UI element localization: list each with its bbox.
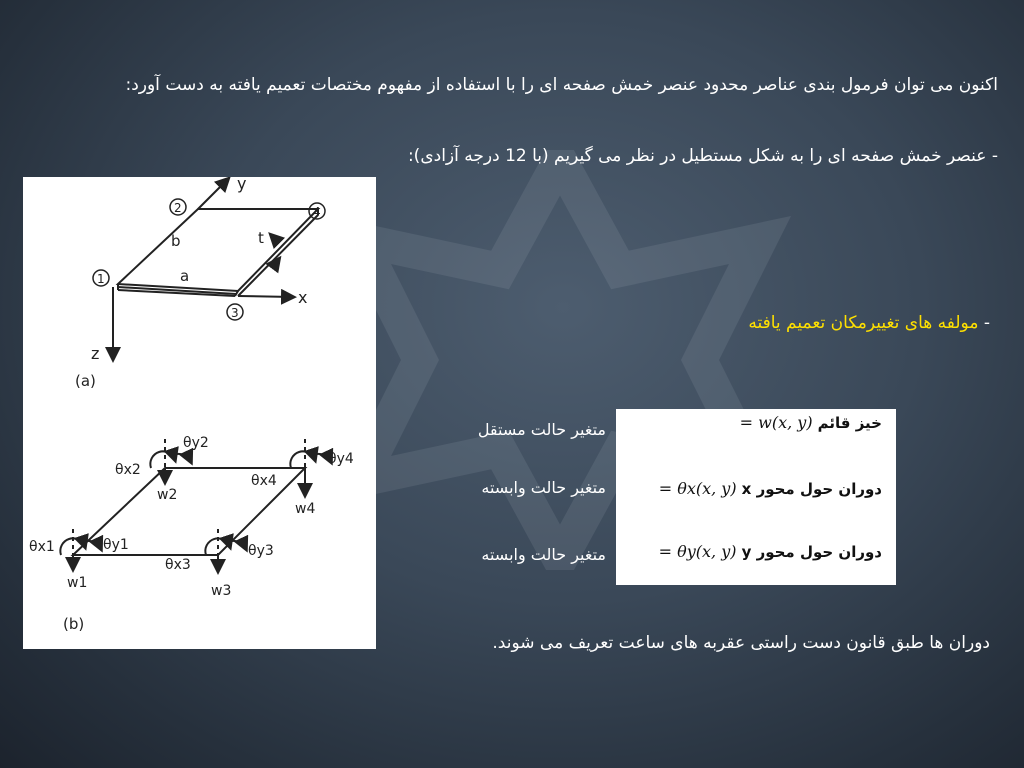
- w4-label: w4: [295, 501, 316, 517]
- theta-y1-label: θy1: [103, 537, 129, 553]
- node-2-label: 2: [174, 201, 182, 215]
- plate-diagram-a: [113, 179, 318, 359]
- caption-b: (b): [63, 615, 85, 633]
- theta-x4-label: θx4: [251, 473, 277, 489]
- formula-deflection: خیز قائم = w(x, y): [739, 413, 882, 432]
- rotation-convention-note: دوران ها طبق قانون دست راستی عقربه های ساعت تعریف می شوند.: [492, 633, 990, 653]
- node-3-label: 3: [231, 306, 239, 320]
- bullet-dash: -: [983, 313, 990, 333]
- dim-a-label: a: [180, 267, 190, 285]
- plate-diagram-b: [60, 439, 331, 571]
- theta-x2-label: θx2: [115, 462, 141, 478]
- w2-label: w2: [157, 487, 178, 503]
- axis-z-label: z: [91, 344, 100, 363]
- w3-label: w3: [211, 583, 232, 599]
- axis-x-label: x: [298, 288, 308, 307]
- theta-y3-label: θy3: [248, 543, 274, 559]
- formula-rotation-y: دوران حول محور y = θy(x, y): [658, 542, 882, 561]
- theta-x3-label: θx3: [165, 557, 191, 573]
- dim-t-label: t: [258, 229, 264, 247]
- plate-element-figure: [23, 177, 376, 649]
- dim-b-label: b: [171, 232, 181, 250]
- heading-text: مولفه های تغییرمکان تعمیم یافته: [748, 313, 979, 333]
- theta-y4-label: θy4: [328, 451, 354, 467]
- formula-box: [616, 409, 896, 585]
- label-independent-variable: متغیر حالت مستقل: [477, 420, 606, 439]
- node-4-label: 4: [313, 205, 321, 219]
- generalized-displacement-heading: [748, 313, 990, 333]
- formula-rotation-x: دوران حول محور x = θx(x, y): [658, 479, 882, 498]
- caption-a: (a): [75, 372, 96, 390]
- node-markers-a: [93, 199, 325, 320]
- axis-y-label: y: [237, 177, 247, 193]
- label-dependent-variable-1: متغیر حالت وابسته: [481, 478, 606, 497]
- w1-label: w1: [67, 575, 88, 591]
- theta-y2-label: θy2: [183, 435, 209, 451]
- theta-x1-label: θx1: [29, 539, 55, 555]
- bullet-plate-element: - عنصر خمش صفحه ای را به شکل مستطیل در نظر می گیریم (با 12 درجه آزادی):: [407, 146, 998, 166]
- label-dependent-variable-2: متغیر حالت وابسته: [481, 545, 606, 564]
- node-1-label: 1: [97, 272, 105, 286]
- intro-paragraph: اکنون می توان فرمول بندی عناصر محدود عنصر خمش صفحه ای را با استفاده از مفهوم مختصات تعمیم یافته به دست آورد:: [125, 75, 998, 95]
